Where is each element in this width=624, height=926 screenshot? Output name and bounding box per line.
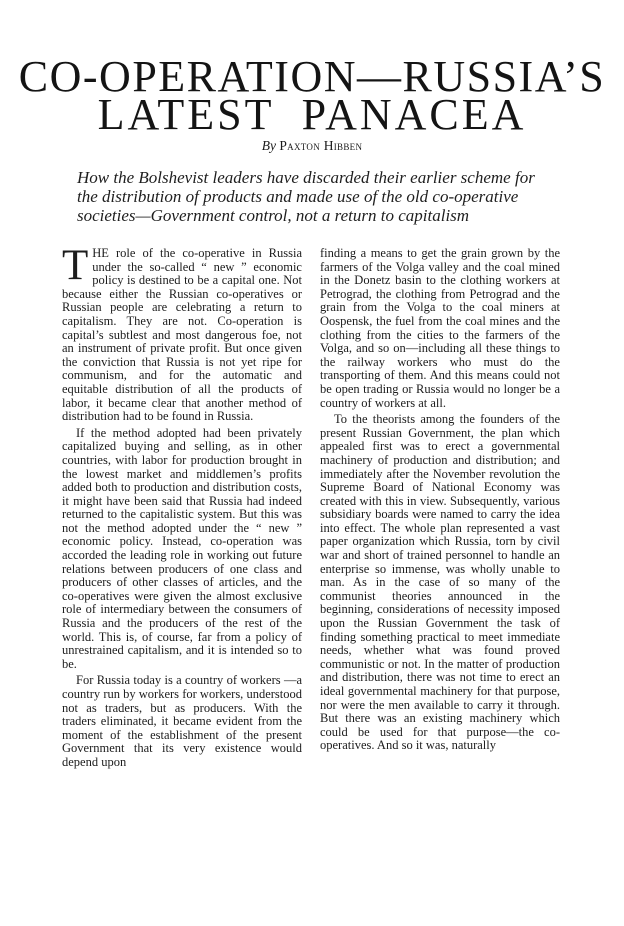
subtitle-line: the distribution of products and made use of the old co-operative: [77, 187, 519, 206]
byline: [0, 138, 624, 154]
subtitle-line: societies—Government control, not a return to capitalism: [77, 206, 470, 225]
paragraph: finding a means to get the grain grown by the farmers of the Volga valley and the coal mined in the Donetz basin to the clothing workers at Petrograd, the clothing from Petrograd and the grain from the Volga to the coal miners at Oospensk, the fuel from the coal mines and the clothing from the cities to the farmers of the Volga, and so on—including all these things to the railway workers who must do the transporting of them. And this means could not be open trading or Russia would no longer be a country of workers at all.: [320, 246, 560, 410]
paragraph: To the theorists among the founders of the present Russian Government, the plan which appealed first was to erect a governmental machinery of production and distribution; and immediately after the November revolution the Supreme Board of National Economy was created with this in view. Subsequently, various subsidiary boards were named to carry the idea into effect. The whole plan represented a vast paper organization which Russia, torn by civil war and short of trained personnel to handle an enterprise so immense, was wholly unable to man. As in the case of so many of the communist theories announced in the beginning, considerations of necessity imposed upon the Russian Government the task of finding something practical to meet immediate needs, whether what was found proved communistic or not. In the matter of production and distribution, there was not time to erect an ideal governmental machinery for that purpose, nor were the men available to carry it through. But there was an existing machinery which could be used for that purpose—the co-operatives. And so it was, naturally: [320, 412, 560, 753]
left-column: [62, 242, 302, 770]
author-name: Paxton Hibben: [279, 138, 363, 153]
article-subtitle: [77, 168, 535, 225]
paragraph: For Russia today is a country of workers —a country run by workers for workers, understood not as traders, but as producers. With the traders eliminated, it became evident from the moment of the establishment of the present Government that its very existence would depend upon: [62, 673, 302, 769]
byline-prefix: By: [261, 138, 276, 153]
article-title-line-1: CO-OPERATION—RUSSIA’S: [18, 52, 606, 101]
drop-cap: T: [62, 242, 89, 289]
subtitle-line: How the Bolshevist leaders have discarded their earlier scheme for: [77, 168, 535, 187]
paragraph: [62, 242, 302, 424]
article-title-line-2: LATEST PANACEA: [97, 90, 527, 139]
paragraph: If the method adopted had been privately capitalized buying and selling, as in other countries, with labor for production brought in the lowest market and middlemen’s profits added both to production and distribution costs, it might have been said that Russia had indeed returned to the capitalistic system. But this was not the method adopted under the “ new ” economic policy. Instead, co-operation was accorded the leading role in working out future relations between producers of one class and producers of other classes of articles, and the co-operatives were given the almost exclusive role of intermediary between the consumers of Russia and the producers of the rest of the world. This is, of course, far from a policy of unrestrained capitalism, and it is intended so to be.: [62, 425, 302, 671]
paragraph-text: HE role of the co-operative in Russia under the so-called “ new ” economic policy is destined to be a capital one. Not because either the Russian co-operatives or Russian people are celebrating a return to capitalism. They are not. Co-operation is capital’s subtlest and most dangerous foe, not an instrument of private profit. But once given the conviction that Russia is not yet ripe for communism, and for the automatic and equitable distribution of all the products of labor, it became clear that another method of distribution had to be found in Russia.: [62, 246, 302, 424]
right-column: [320, 247, 560, 753]
